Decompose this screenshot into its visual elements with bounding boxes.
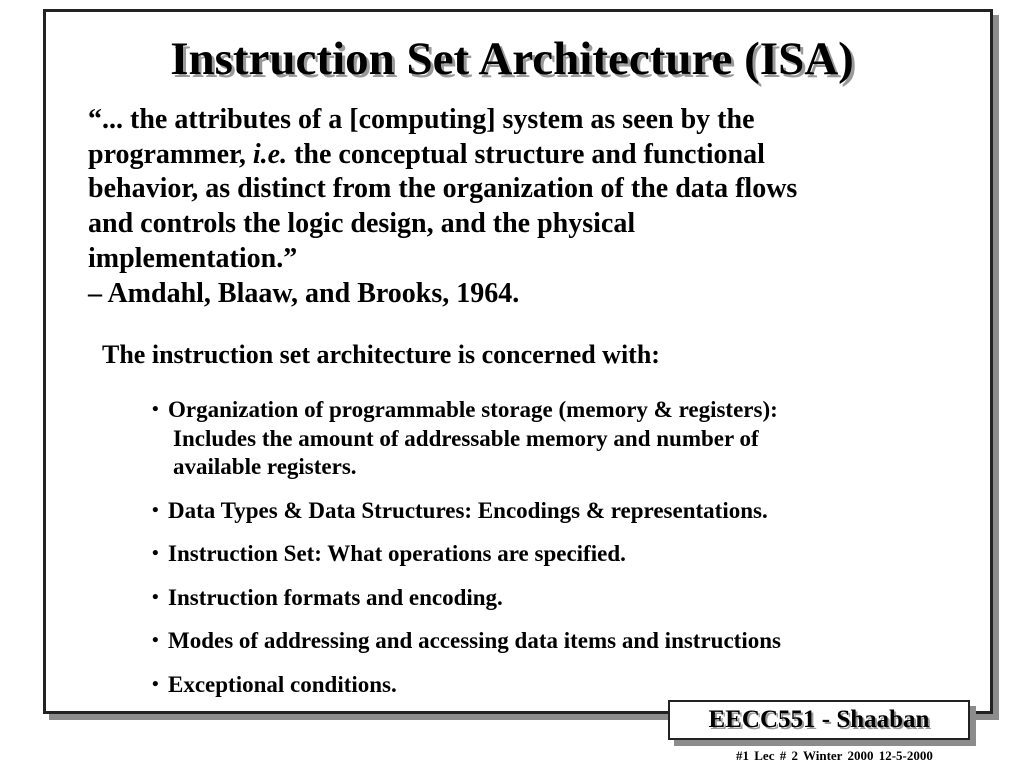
bullet-text: Instruction formats and encoding. xyxy=(168,584,503,610)
bullet-icon: • xyxy=(152,586,159,608)
quote-emphasis: i.e. xyxy=(252,138,288,170)
quote-text: programmer, xyxy=(88,138,253,170)
slide-title: Instruction Set Architecture (ISA) xyxy=(170,33,854,85)
bullet-icon: • xyxy=(152,543,159,564)
bullet-continuation: Includes the amount of addressable memory and number of xyxy=(173,425,759,451)
quote-line: behavior, as distinct from the organization of the data flows xyxy=(88,173,798,205)
bullet-text: Exceptional conditions. xyxy=(168,671,397,697)
quote-line: “... the attributes of a [computing] system as seen by the xyxy=(88,104,755,135)
list-item xyxy=(152,540,972,569)
slide-footer: #1 Lec # 2 Winter 2000 12-5-2000 xyxy=(736,748,933,763)
bullet-continuation: available registers. xyxy=(173,454,357,479)
quote-attribution: – Amdahl, Blaaw, and Brooks, 1964. xyxy=(88,277,520,309)
bullet-text: Instruction Set: What operations are specified. xyxy=(168,541,626,566)
list-item xyxy=(152,396,972,482)
list-item xyxy=(152,671,972,700)
quote-line: and controls the logic design, and the physical xyxy=(88,208,636,240)
bullet-icon: • xyxy=(152,673,159,695)
course-badge: EECC551 - Shaaban xyxy=(668,700,970,740)
list-item xyxy=(152,627,972,656)
bullet-icon: • xyxy=(152,630,159,651)
bullet-icon: • xyxy=(152,499,159,521)
list-item xyxy=(152,584,972,613)
quote-line: implementation.” xyxy=(88,242,298,274)
bullet-text: Organization of programmable storage (memory & registers): xyxy=(168,397,778,422)
quote-text: the conceptual structure and functional xyxy=(287,138,765,170)
list-item xyxy=(152,497,972,526)
section-intro: The instruction set architecture is concerned with: xyxy=(102,340,660,369)
isa-quote xyxy=(88,103,968,311)
quote-line xyxy=(88,138,968,173)
bullet-text: Data Types & Data Structures: Encodings & representations. xyxy=(168,497,768,523)
bullet-text: Modes of addressing and accessing data items and instructions xyxy=(168,628,781,653)
bullet-icon: • xyxy=(152,399,159,420)
bullet-list xyxy=(152,396,972,699)
